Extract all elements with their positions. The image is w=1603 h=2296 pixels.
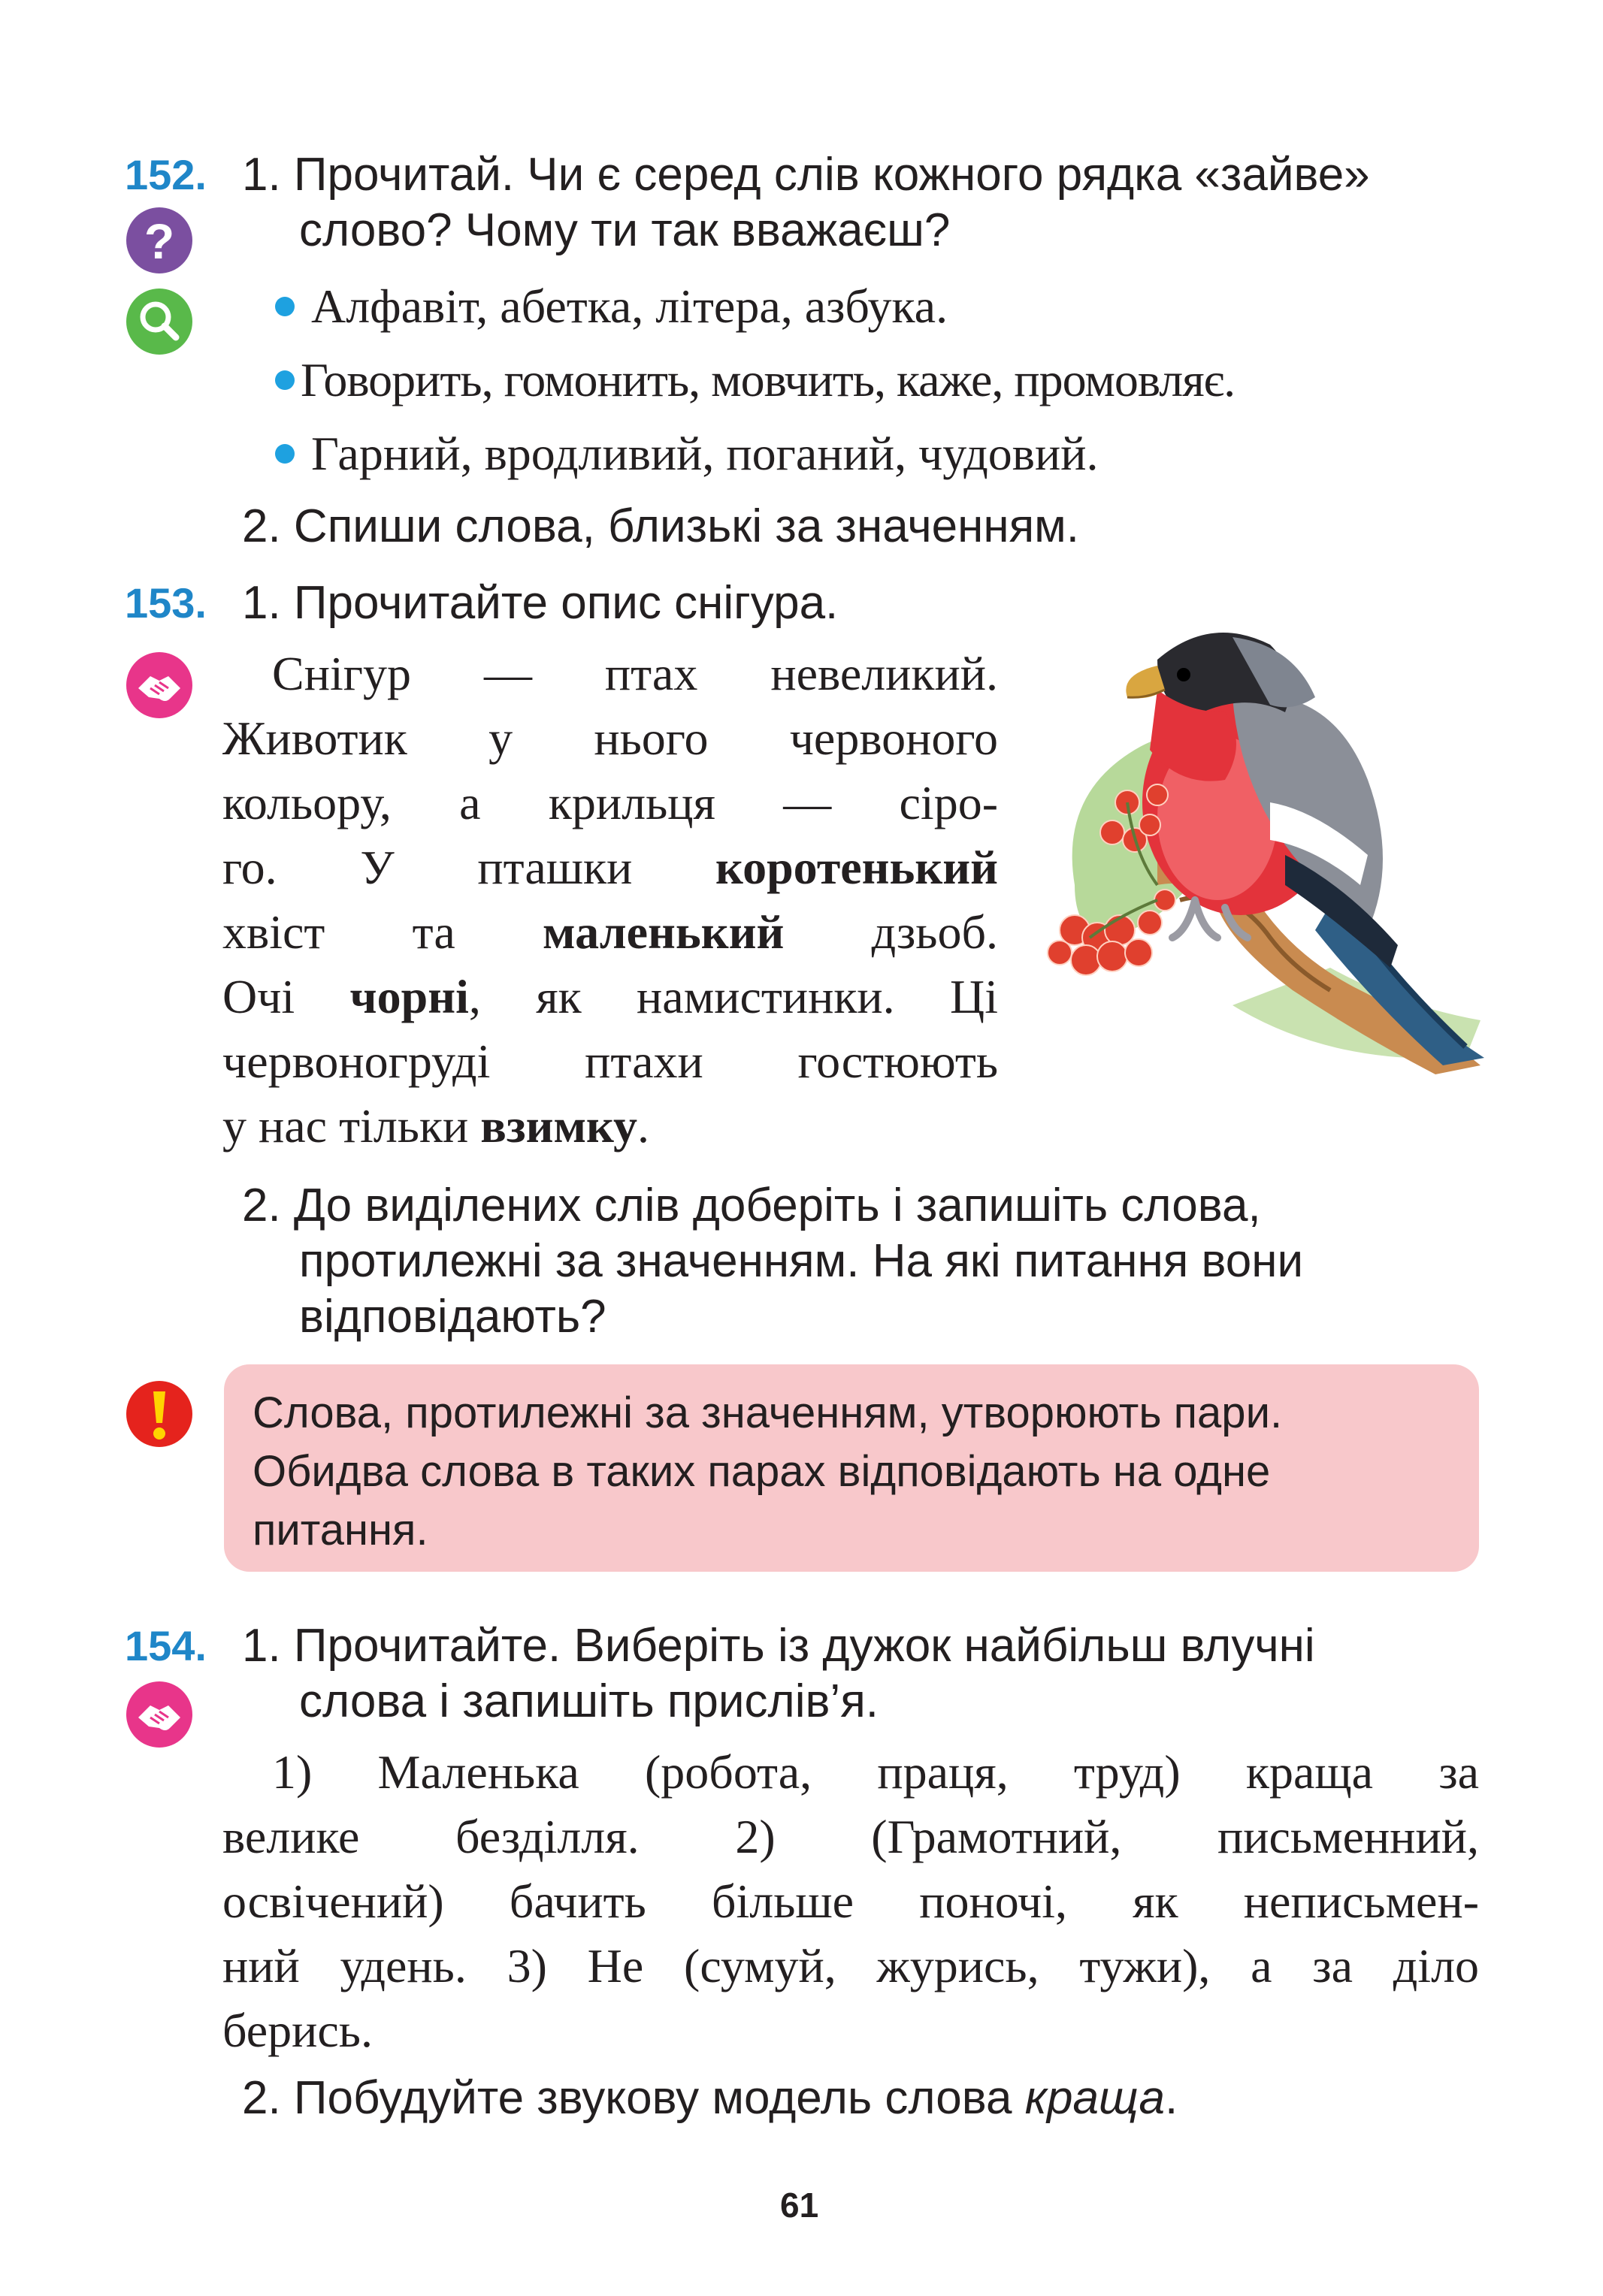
text-line: велике безділля. 2) (Грамотний, письменний, [222,1810,1479,1863]
text-line: Снігур — птах невеликий. [272,647,998,700]
search-icon [125,287,194,356]
pair-work-icon [125,1680,194,1749]
exercise-152-task1-line1: 1. Прочитай. Чи є серед слів кожного рядка «зайве» [242,149,1370,201]
text-line: кольору, а крильця — сіро- [222,776,998,829]
exercise-154-task1-line1: 1. Прочитайте. Виберіть із дужок найбільш влучні [242,1620,1315,1672]
bullet-text: Гарний, вродливий, поганий, чудовий. [311,427,1099,480]
question-icon [125,206,194,275]
exercise-154-number: 154. [125,1622,207,1669]
exercise-154-task1-line2: слова і запишіть прислів’я. [299,1675,879,1727]
rule-line: питання. [253,1506,428,1554]
bullet-item [275,424,1099,484]
exercise-153-task1: 1. Прочитайте опис снігура. [242,577,839,629]
target-word: краща [1024,2072,1165,2124]
bullet-item [275,276,948,337]
page-number: 61 [780,2186,819,2225]
bullet-text: Говорить, гомонить, мовчить, каже, промовляє. [301,353,1236,406]
exercise-152-task1-line2: слово? Чому ти так вважаєш? [299,204,951,256]
text-line: у нас тільки взимку. [222,1099,649,1153]
rule-line: Обидва слова в таких парах відповідають на одне [253,1447,1271,1496]
bullet-dot [275,444,295,464]
exercise-153-task2-line2: протилежні за значенням. На які питання вони [299,1235,1304,1287]
bullet-dot [275,370,295,390]
exercise-153-task2-line3: відповідають? [299,1291,606,1343]
text-line: го. У пташки коротенький [222,841,998,894]
exercise-153-task2-line1: 2. До виділених слів доберіть і запишіть слова, [242,1180,1261,1231]
highlighted-word: чорні [349,970,469,1023]
text-line: червоногруді птахи гостюють [222,1035,998,1088]
text-line: ний удень. 3) Не (сумуй, журись, тужи), а за діло [222,1939,1479,1992]
text-line: освічений) бачить більше поночі, як неписьмен- [222,1875,1479,1928]
bullfinch-illustration [1045,615,1488,1074]
exercise-154-task2: 2. Побудуйте звукову модель слова краща. [242,2072,1178,2124]
bullet-text: Алфавіт, абетка, літера, азбука. [311,279,948,333]
svg-text:?: ? [144,213,175,269]
bullet-item [275,350,1235,410]
text-line: Очі чорні, як намистинки. Ці [222,970,998,1023]
text-line: 1) Маленька (робота, праця, труд) краща за [272,1745,1479,1799]
exercise-152-number: 152. [125,151,207,198]
warning-icon [125,1379,194,1449]
proverbs-text [222,1740,1479,2063]
rule-box [224,1364,1479,1572]
exercise-152-task2: 2. Спиши слова, близькі за значенням. [242,500,1080,552]
highlighted-word: маленький [543,905,785,959]
rule-line: Слова, протилежні за значенням, утворюють пари. [253,1388,1283,1437]
text-line: хвіст та маленький дзьоб. [222,905,999,959]
bullet-dot [275,297,295,316]
highlighted-word: коротенький [715,841,998,894]
pair-work-icon [125,651,194,720]
highlighted-word: взимку [480,1099,637,1153]
exercise-153-number: 153. [125,579,207,627]
text-line: берись. [222,2004,373,2057]
text-line: Животик у нього червоного [222,711,998,765]
bullfinch-description [222,642,998,1159]
